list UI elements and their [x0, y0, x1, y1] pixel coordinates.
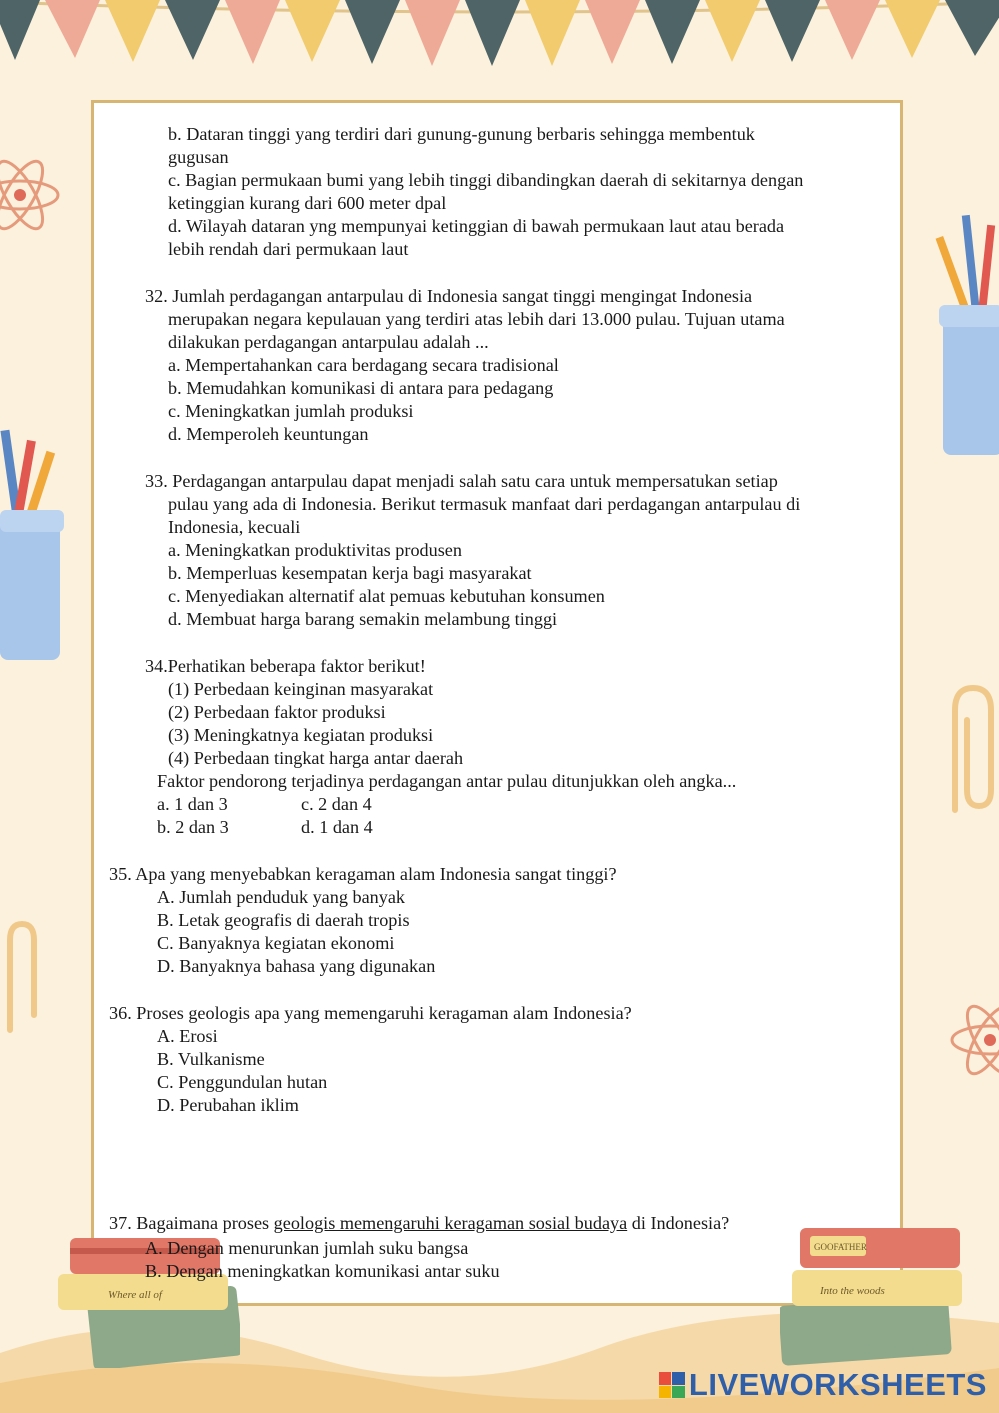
q32-option-c[interactable]: c. Meningkatkan jumlah produksi	[168, 401, 414, 421]
q37-option-b[interactable]: B. Dengan meningkatkan komunikasi antar suku	[145, 1261, 500, 1281]
q33-option-d[interactable]: d. Membuat harga barang semakin melambung tinggi	[168, 609, 558, 629]
q33-option-b[interactable]: b. Memperluas kesempatan kerja bagi masyarakat	[168, 563, 532, 583]
q34-option-d[interactable]: d. 1 dan 4	[301, 817, 373, 837]
q36-option-d[interactable]: D. Perubahan iklim	[157, 1095, 299, 1115]
q36-option-a[interactable]: A. Erosi	[157, 1026, 218, 1046]
q36-option-b[interactable]: B. Vulkanisme	[157, 1049, 265, 1069]
bunting-flags-decoration	[0, 0, 999, 80]
q34-option-b[interactable]: b. 2 dan 3	[157, 817, 229, 837]
q33-option-c[interactable]: c. Menyediakan alternatif alat pemuas kebutuhan konsumen	[168, 586, 605, 606]
book-label: Into the woods	[820, 1285, 885, 1297]
paperclip-icon	[935, 680, 999, 820]
q34-option-a[interactable]: a. 1 dan 3	[157, 794, 228, 814]
q31-option-b-cont: gugusan	[168, 147, 229, 167]
book-stack-icon	[780, 1210, 980, 1370]
q32-question: 32. Jumlah perdagangan antarpulau di Indonesia sangat tinggi mengingat Indonesia	[145, 286, 753, 306]
q32-question-cont: merupakan negara kepulauan yang terdiri atas lebih dari 13.000 pulau. Tujuan utama	[168, 309, 785, 329]
q35-option-d[interactable]: D. Banyaknya bahasa yang digunakan	[157, 956, 436, 976]
q35-option-c[interactable]: C. Banyaknya kegiatan ekonomi	[157, 933, 395, 953]
paperclip-icon	[0, 920, 40, 1040]
brand-name: LIVEWORKSHEETS	[688, 1367, 987, 1402]
q35-option-b[interactable]: B. Letak geografis di daerah tropis	[157, 910, 410, 930]
q35-question: 35. Apa yang menyebabkan keragaman alam Indonesia sangat tinggi?	[109, 864, 617, 884]
atom-icon	[940, 985, 999, 1095]
q36-option-c[interactable]: C. Penggundulan hutan	[157, 1072, 328, 1092]
q31-option-b: b. Dataran tinggi yang terdiri dari gunung-gunung berbaris sehingga membentuk	[168, 124, 755, 144]
q32-option-b[interactable]: b. Memudahkan komunikasi di antara para pedagang	[168, 378, 554, 398]
q31-option-c: c. Bagian permukaan bumi yang lebih tinggi dibandingkan daerah di sekitarnya dengan	[168, 170, 804, 190]
q34-factor-2: (2) Perbedaan faktor produksi	[168, 702, 386, 722]
pencil-cup-icon	[935, 205, 999, 455]
liveworksheets-brand	[659, 1367, 987, 1403]
q33-option-a[interactable]: a. Meningkatkan produktivitas produsen	[168, 540, 462, 560]
q33-question-cont: Indonesia, kecuali	[168, 517, 301, 537]
book-label: Where all of	[108, 1289, 162, 1301]
q32-option-a[interactable]: a. Mempertahankan cara berdagang secara tradisional	[168, 355, 559, 375]
book-label: GOOFATHER	[814, 1242, 867, 1252]
q35-option-a[interactable]: A. Jumlah penduduk yang banyak	[157, 887, 406, 907]
q33-question: 33. Perdagangan antarpulau dapat menjadi salah satu cara untuk mempersatukan setiap	[145, 471, 778, 491]
q33-question-cont: pulau yang ada di Indonesia. Berikut termasuk manfaat dari perdagangan antarpulau di	[168, 494, 801, 514]
q37-question-pre: 37. Bagaimana proses	[109, 1213, 274, 1233]
pencil-cup-icon	[0, 410, 70, 670]
q34-question: Faktor pendorong terjadinya perdagangan antar pulau ditunjukkan oleh angka...	[157, 771, 737, 791]
q32-option-d[interactable]: d. Memperoleh keuntungan	[168, 424, 369, 444]
liveworksheets-logo-icon	[659, 1372, 685, 1398]
q31-option-c-cont: ketinggian kurang dari 600 meter dpal	[168, 193, 447, 213]
q34-factor-1: (1) Perbedaan keinginan masyarakat	[168, 679, 434, 699]
q37-question	[109, 1212, 729, 1235]
q31-option-d: d. Wilayah dataran yng mempunyai ketinggian di bawah permukaan laut atau berada	[168, 216, 785, 236]
q32-question-cont: dilakukan perdagangan antarpulau adalah ...	[168, 332, 489, 352]
q34-factor-3: (3) Meningkatnya kegiatan produksi	[168, 725, 434, 745]
q34-factor-4: (4) Perbedaan tingkat harga antar daerah	[168, 748, 464, 768]
q34-option-c[interactable]: c. 2 dan 4	[301, 794, 372, 814]
atom-icon	[0, 140, 70, 250]
q34-intro: 34.Perhatikan beberapa faktor berikut!	[145, 656, 426, 676]
q31-option-d-cont: lebih rendah dari permukaan laut	[168, 239, 409, 259]
q37-option-a[interactable]: A. Dengan menurunkan jumlah suku bangsa	[145, 1238, 469, 1258]
q36-question: 36. Proses geologis apa yang memengaruhi keragaman alam Indonesia?	[109, 1003, 632, 1023]
q37-question-post: di Indonesia?	[627, 1213, 730, 1233]
q37-question-underlined: geologis memengaruhi keragaman sosial budaya	[273, 1213, 628, 1233]
